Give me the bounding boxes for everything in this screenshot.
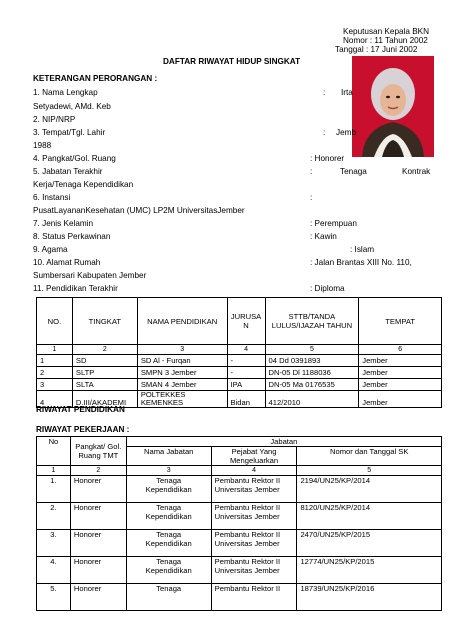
table-cell: SD — [72, 355, 137, 367]
personal-line: : Islam — [350, 245, 375, 254]
table-cell: 2 — [37, 367, 73, 379]
column-number: 4 — [211, 466, 297, 476]
table-cell: Tenaga Kependidikan — [126, 476, 211, 503]
education-caption: RIWAYAT PENDIDIKAN — [36, 405, 125, 414]
table-cell: Pembantu Rektor II — [211, 584, 297, 611]
personal-line: : Jalan Brantas XIII No. 110, — [310, 258, 412, 267]
table-cell: Jember — [359, 379, 442, 391]
column-header: NO. — [37, 298, 73, 345]
table-cell: 1 — [37, 355, 73, 367]
column-number: 5 — [265, 345, 359, 355]
column-number: 6 — [359, 345, 442, 355]
table-cell: 2194/UN25/KP/2014 — [297, 476, 442, 503]
table-cell: DN-05 Ma 0176535 — [265, 379, 359, 391]
table-cell: SLTA — [72, 379, 137, 391]
table-cell: SMAN 4 Jember — [137, 379, 227, 391]
table-cell: 4 — [37, 391, 73, 408]
personal-line: : — [310, 193, 313, 202]
section-title-work: RIWAYAT PEKERJAAN : — [36, 425, 130, 434]
personal-line: 3. Tempat/Tgl. Lahir — [33, 128, 106, 137]
table-cell: 5. — [37, 584, 71, 611]
table-header-row — [37, 298, 442, 345]
decree-line: Nomor : 11 Tahun 2002 — [343, 36, 428, 45]
table-cell: 2. — [37, 503, 71, 530]
table-cell: 2470/UN25/KP/2015 — [297, 530, 442, 557]
table-cell: DN-05 Dl 1188036 — [265, 367, 359, 379]
profile-photo — [352, 56, 434, 157]
personal-line: : — [323, 88, 326, 97]
column-number: 4 — [227, 345, 265, 355]
column-number-row — [37, 345, 442, 355]
table-cell: Pembantu Rektor II Universitas Jember — [211, 503, 297, 530]
column-header: NAMA PENDIDIKAN — [137, 298, 227, 345]
personal-line: 10. Alamat Rumah — [33, 258, 101, 267]
table-cell: Jember — [359, 367, 442, 379]
personal-line: : Perempuan — [310, 219, 357, 228]
table-row — [37, 530, 442, 557]
table-cell: Tenaga — [126, 584, 211, 611]
column-header: TEMPAT — [359, 298, 442, 345]
column-group-header: Jabatan — [126, 437, 441, 447]
column-number: 1 — [37, 345, 73, 355]
personal-line: 5. Jabatan Terakhir — [33, 167, 103, 176]
personal-line: 1988 — [33, 141, 52, 150]
page-title: DAFTAR RIWAYAT HIDUP SINGKAT — [163, 57, 301, 66]
table-cell: Honorer — [70, 584, 126, 611]
personal-line: : — [323, 128, 326, 137]
table-row — [37, 476, 442, 503]
personal-line: : Kawin — [310, 232, 337, 241]
table-cell: 4. — [37, 557, 71, 584]
table-cell: Pembantu Rektor II Universitas Jember — [211, 476, 297, 503]
personal-line: Tenaga — [340, 167, 367, 176]
section-title-personal: KETERANGAN PERORANGAN : — [33, 74, 158, 83]
personal-line: 7. Jenis Kelamin — [33, 219, 94, 228]
personal-line: Jemb — [336, 128, 357, 137]
personal-line: : Diploma — [310, 284, 345, 293]
decree-line: Keputusan Kepala BKN — [343, 27, 430, 36]
column-header: Nomor dan Tanggal SK — [297, 447, 442, 466]
personal-line: 4. Pangkat/Gol. Ruang — [33, 154, 116, 163]
table-cell: 3 — [37, 379, 73, 391]
table-cell: Jember — [359, 355, 442, 367]
table-row — [37, 503, 442, 530]
table-row — [37, 557, 442, 584]
personal-line: 1. Nama Lengkap — [33, 88, 98, 97]
personal-line: PusatLayananKesehatan (UMC) LP2M UniversitasJember — [33, 206, 245, 215]
table-cell: Pembantu Rektor II Universitas Jember — [211, 530, 297, 557]
personal-line: 6. Instansi — [33, 193, 71, 202]
column-header: STTB/TANDA LULUS/IJAZAH TAHUN — [265, 298, 359, 345]
column-header: Pangkat/ Gol. Ruang TMT — [70, 437, 126, 466]
education-table — [36, 297, 442, 408]
table-cell: Honorer — [70, 530, 126, 557]
column-header: Pejabat Yang Mengeluarkan — [211, 447, 297, 466]
column-header: No — [37, 437, 71, 466]
table-cell: 12774/UN25/KP/2015 — [297, 557, 442, 584]
table-cell: Honorer — [70, 557, 126, 584]
table-cell: 18739/UN25/KP/2016 — [297, 584, 442, 611]
personal-line: Kontrak — [402, 167, 431, 176]
work-history-table — [36, 436, 442, 611]
column-header: JURUSA N — [227, 298, 265, 345]
table-cell: Tenaga Kependidikan — [126, 557, 211, 584]
table-cell: IPA — [227, 379, 265, 391]
column-number: 3 — [137, 345, 227, 355]
table-cell: D.III/AKADEMI — [72, 391, 137, 408]
column-number: 2 — [70, 466, 126, 476]
column-number: 3 — [126, 466, 211, 476]
table-cell: 04 Dd 0391893 — [265, 355, 359, 367]
personal-line: Sumbersari Kabupaten Jember — [33, 271, 147, 280]
table-cell: Tenaga Kependidikan — [126, 503, 211, 530]
table-cell: 412/2010 — [265, 391, 359, 408]
table-cell: Honorer — [70, 476, 126, 503]
table-cell: Tenaga Kependidikan — [126, 530, 211, 557]
table-cell: 1. — [37, 476, 71, 503]
table-cell: Honorer — [70, 503, 126, 530]
personal-line: Irta — [341, 88, 353, 97]
column-number: 5 — [297, 466, 442, 476]
table-cell: Pembantu Rektor II Universitas Jember — [211, 557, 297, 584]
column-number: 2 — [72, 345, 137, 355]
column-number-row — [37, 466, 442, 476]
table-cell: SMPN 3 Jember — [137, 367, 227, 379]
personal-line: : Honorer — [310, 154, 345, 163]
table-row — [37, 379, 442, 391]
table-cell: 3. — [37, 530, 71, 557]
table-cell: 8120/UN25/KP/2014 — [297, 503, 442, 530]
column-header: Nama Jabatan — [126, 447, 211, 466]
table-cell: POLTEKKES KEMENKES — [137, 391, 227, 408]
table-cell: - — [227, 355, 265, 367]
personal-line: Setyadewi, AMd. Keb — [33, 102, 111, 111]
personal-line: 2. NIP/NRP — [33, 115, 76, 124]
personal-line: 9. Agama — [33, 245, 68, 254]
personal-line: Kerja/Tenaga Kependidikan — [33, 180, 134, 189]
decree-line: Tanggal : 17 Juni 2002 — [335, 45, 418, 54]
personal-line: 8. Status Perkawinan — [33, 232, 111, 241]
table-cell: Bidan — [227, 391, 265, 408]
table-cell: SLTP — [72, 367, 137, 379]
table-cell: Jember — [359, 391, 442, 408]
table-row — [37, 584, 442, 611]
column-header: TINGKAT — [72, 298, 137, 345]
column-number: 1 — [37, 466, 71, 476]
table-cell: SD Al - Furqan — [137, 355, 227, 367]
table-header-row — [37, 437, 442, 447]
personal-line: 11. Pendidikan Terakhir — [33, 284, 118, 293]
personal-line: : — [310, 167, 313, 176]
table-row — [37, 367, 442, 379]
table-cell: - — [227, 367, 265, 379]
table-row — [37, 355, 442, 367]
